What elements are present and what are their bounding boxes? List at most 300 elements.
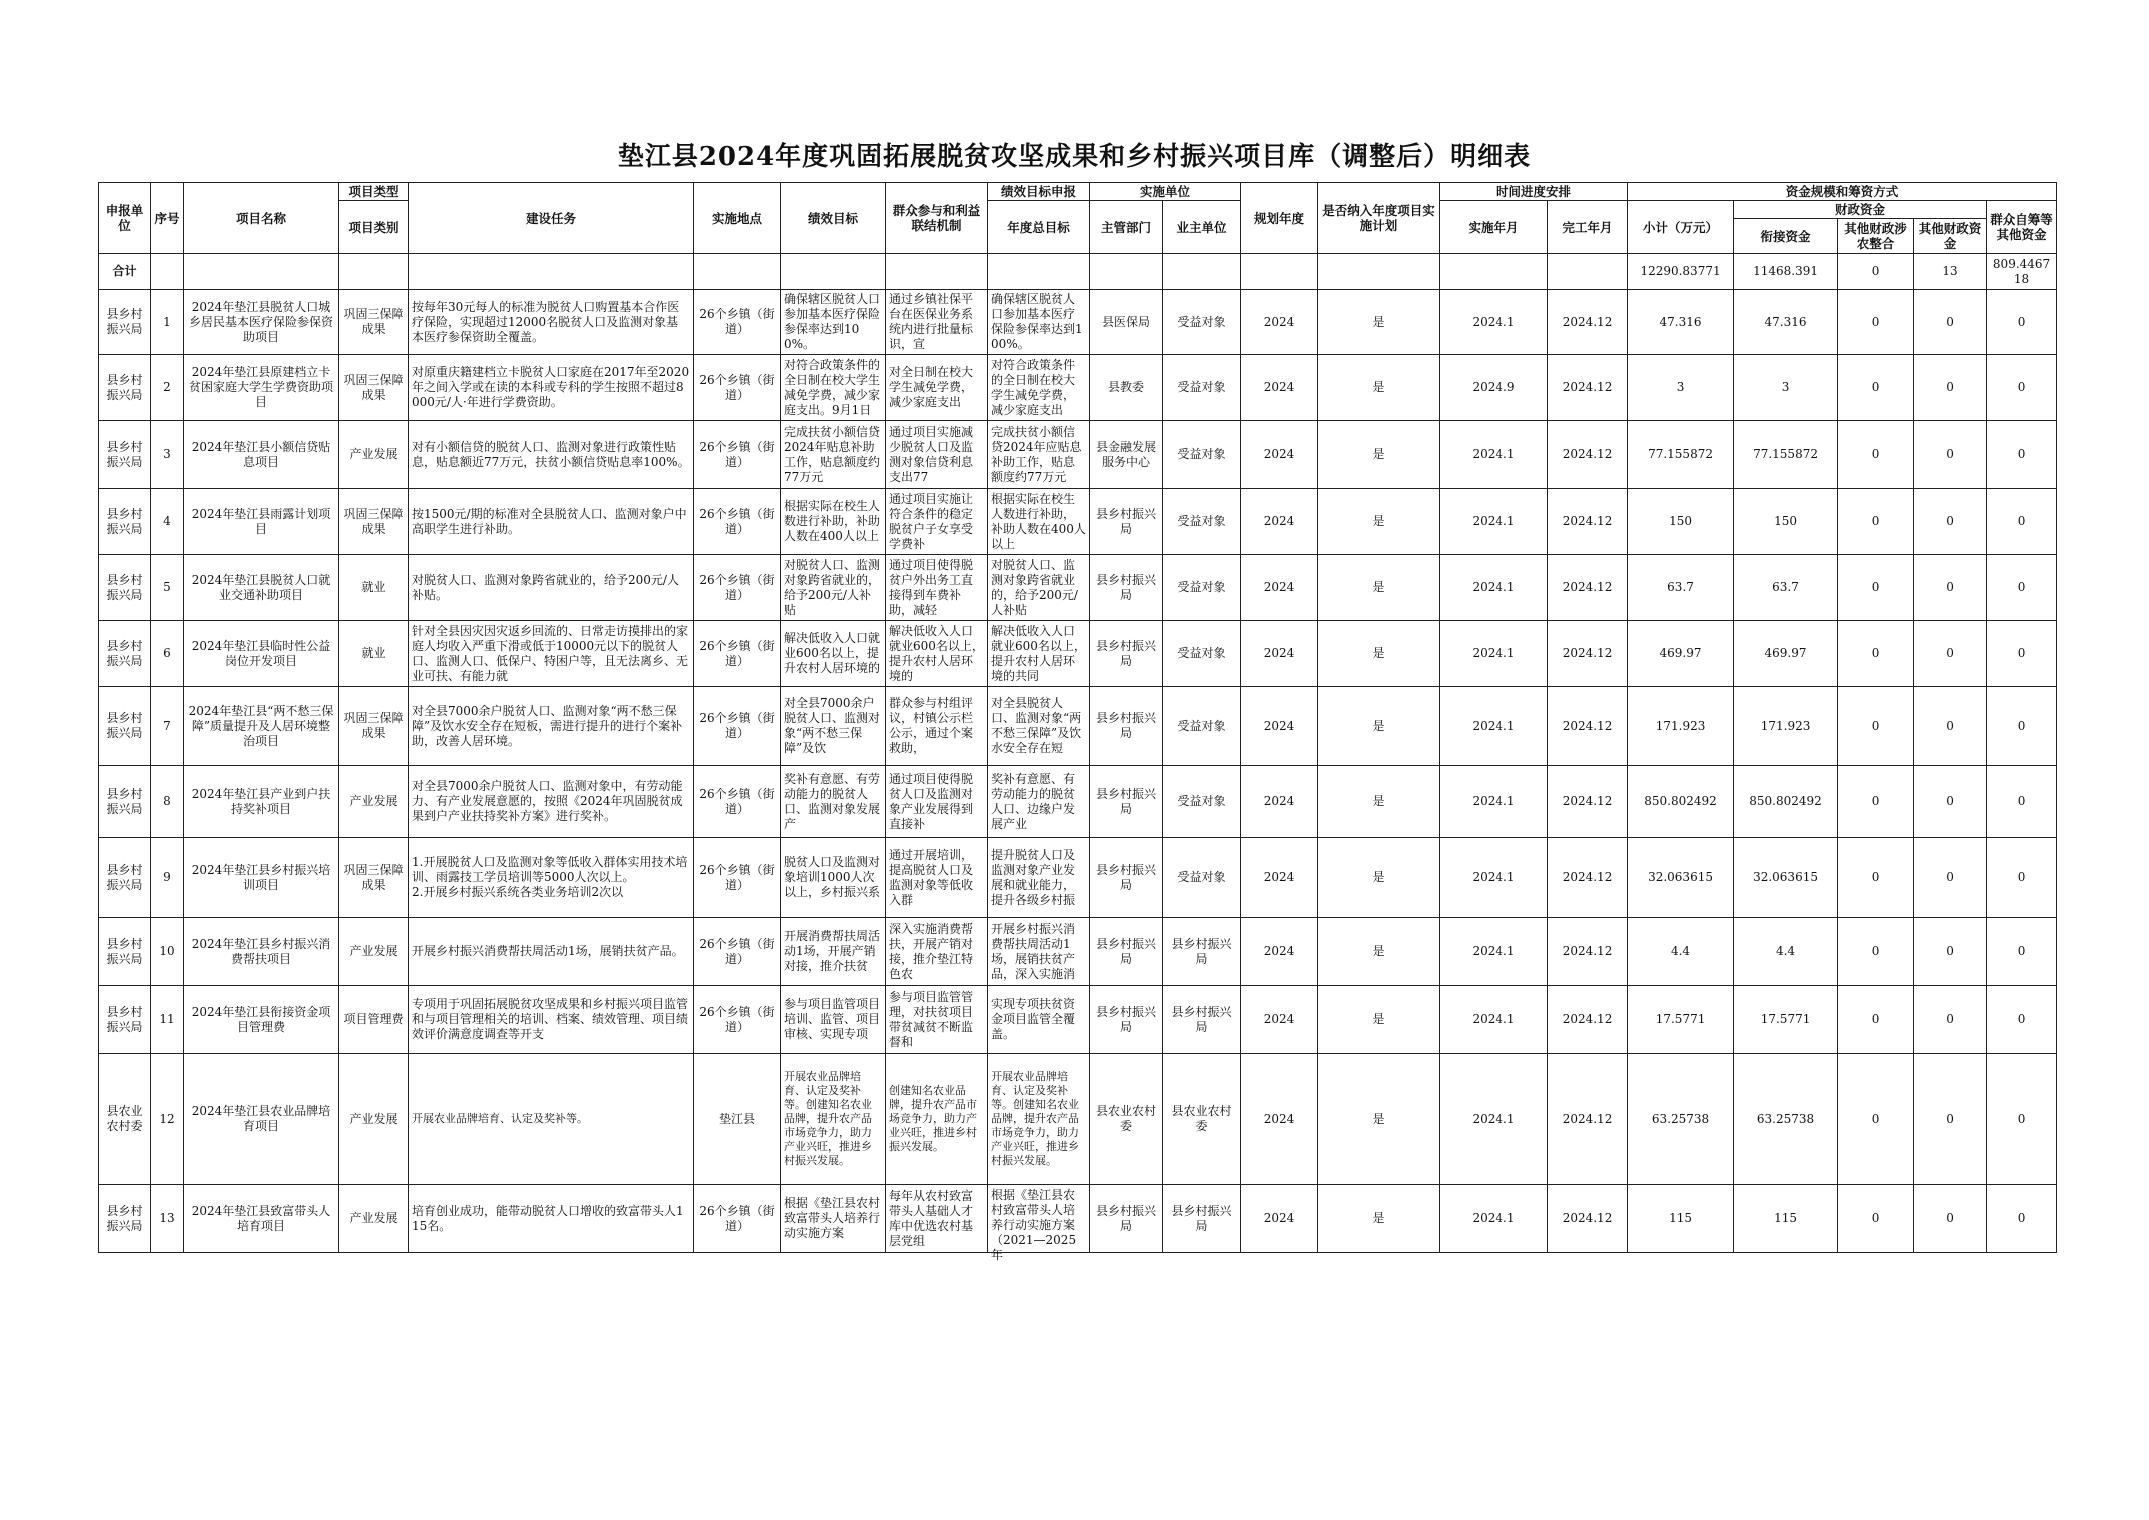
cell-unit: 县乡村振兴局 xyxy=(99,355,151,421)
cell-goal-wrapper xyxy=(781,290,886,355)
header-seq: 序号 xyxy=(151,183,184,254)
cell-year: 2024 xyxy=(1241,489,1318,555)
cell-annual-goal: 奖补有意愿、有劳动能力的脱贫人口、边缘户发展产业 xyxy=(991,771,1076,831)
cell-start: 2024.1 xyxy=(1440,489,1548,555)
table-body xyxy=(99,254,2057,1262)
cell-dept: 县乡村振兴局 xyxy=(1090,687,1163,766)
header-link: 衔接资金 xyxy=(1734,219,1838,254)
cell-seq: 7 xyxy=(151,687,184,766)
cell-mechanism: 创建知名农业品牌，提升农产品市场竞争力，助力产业兴旺，推进乡村振兴发展。 xyxy=(889,1084,977,1153)
table-row xyxy=(99,621,2057,687)
header-type: 项目类别 xyxy=(339,201,409,254)
cell-seq: 10 xyxy=(151,918,184,986)
cell-subtotal: 63.25738 xyxy=(1628,1054,1734,1185)
cell-link: 850.802492 xyxy=(1734,766,1838,838)
cell-plan: 是 xyxy=(1318,687,1440,766)
cell-year: 2024 xyxy=(1241,555,1318,621)
cell-year: 2024 xyxy=(1241,290,1318,355)
cell-goal: 根据《垫江县农村致富带头人培养行动实施方案 xyxy=(784,1196,881,1240)
cell-task-wrapper xyxy=(409,355,694,421)
cell-owner: 受益对象 xyxy=(1163,621,1241,687)
cell-dept: 县乡村振兴局 xyxy=(1090,1185,1163,1253)
cell-task-wrapper xyxy=(409,838,694,918)
cell-goal: 奖补有意愿、有劳动能力的脱贫人口、监测对象发展产 xyxy=(784,771,881,831)
cell-start: 2024.1 xyxy=(1440,621,1548,687)
cell-goal: 对全县7000余户脱贫人口、监测对象“两不愁三保障”及饮 xyxy=(784,696,881,755)
cell-annual-goal: 解决低收入人口就业600名以上，提升农村人居环境的共同 xyxy=(991,623,1086,683)
cell-type: 巩固三保障成果 xyxy=(339,687,409,766)
cell-plan: 是 xyxy=(1318,489,1440,555)
header-name: 项目名称 xyxy=(184,183,339,254)
cell-task-wrapper xyxy=(409,421,694,489)
cell-goal-wrapper xyxy=(781,1054,886,1185)
cell-name: 2024年垫江县小额信贷贴息项目 xyxy=(184,421,339,489)
cell-seq: 6 xyxy=(151,621,184,687)
cell-goal-wrapper xyxy=(781,489,886,555)
cell-type: 巩固三保障成果 xyxy=(339,290,409,355)
cell-year: 2024 xyxy=(1241,986,1318,1054)
cell-goal-wrapper xyxy=(781,986,886,1054)
cell-other-fiscal: 0 xyxy=(1914,838,1987,918)
cell-other-agri: 0 xyxy=(1838,489,1914,555)
cell-self: 0 xyxy=(1987,1185,2057,1253)
cell-location: 26个乡镇（街道） xyxy=(694,489,781,555)
cell-owner: 受益对象 xyxy=(1163,421,1241,489)
cell-goal: 对脱贫人口、监测对象跨省就业的，给予200元/人补贴 xyxy=(784,557,881,617)
cell-end: 2024.12 xyxy=(1548,355,1628,421)
table-row xyxy=(99,838,2057,918)
cell-goal: 根据实际在校生人数进行补助，补助人数在400人以上 xyxy=(784,499,881,543)
cell-mechanism-wrapper xyxy=(886,838,988,918)
cell-self: 0 xyxy=(1987,918,2057,986)
cell-plan: 是 xyxy=(1318,290,1440,355)
cell-annual-goal-wrapper xyxy=(988,687,1090,766)
cell-seq: 5 xyxy=(151,555,184,621)
cell-task-wrapper xyxy=(409,986,694,1054)
cell-name: 2024年垫江县脱贫人口就业交通补助项目 xyxy=(184,555,339,621)
cell-other-fiscal: 0 xyxy=(1914,621,1987,687)
cell-type: 就业 xyxy=(339,555,409,621)
cell-other-agri: 0 xyxy=(1838,1054,1914,1185)
cell-end: 2024.12 xyxy=(1548,1185,1628,1253)
cell-task: 按1500元/期的标准对全县脱贫人口、监测对象户中高职学生进行补助。 xyxy=(412,506,687,536)
cell-location: 26个乡镇（街道） xyxy=(694,421,781,489)
cell-task: 对原重庆籍建档立卡脱贫人口家庭在2017年至2020年之间入学或在读的本科或专科的学生按照不超过8000元/人·年进行学费资助。 xyxy=(412,365,690,409)
header-fund-group: 资金规模和筹资方式 xyxy=(1628,183,2057,201)
cell-start: 2024.1 xyxy=(1440,838,1548,918)
cell-unit: 县乡村振兴局 xyxy=(99,986,151,1054)
header-subtotal: 小计（万元） xyxy=(1628,201,1734,254)
cell-link: 77.155872 xyxy=(1734,421,1838,489)
cell-goal-wrapper xyxy=(781,838,886,918)
table-row xyxy=(99,918,2057,986)
cell-self: 0 xyxy=(1987,489,2057,555)
cell-plan: 是 xyxy=(1318,555,1440,621)
cell-location: 26个乡镇（街道） xyxy=(694,1185,781,1253)
table-row xyxy=(99,421,2057,489)
cell-dept: 县农业农村委 xyxy=(1090,1054,1163,1185)
cell-plan: 是 xyxy=(1318,1185,1440,1253)
cell-owner: 县乡村振兴局 xyxy=(1163,918,1241,986)
cell-annual-goal-wrapper xyxy=(988,838,1090,918)
cell-dept: 县乡村振兴局 xyxy=(1090,986,1163,1054)
cell-annual-goal: 对脱贫人口、监测对象跨省就业的，给予200元/人补贴 xyxy=(991,557,1078,617)
cell-name: 2024年垫江县衔接资金项目管理费 xyxy=(184,986,339,1054)
cell-task-wrapper xyxy=(409,918,694,986)
cell-mechanism-wrapper xyxy=(886,918,988,986)
cell-mechanism: 深入实施消费帮扶，开展产销对接，推介垫江特色农 xyxy=(889,921,974,981)
cell-name: 2024年垫江县“两不愁三保障”质量提升及人居环境整治项目 xyxy=(184,687,339,766)
cell-goal: 开展农业品牌培育、认定及奖补等。创建知名农业品牌，提升农产品市场竞争力，助力产业兴旺，推进乡村振兴发展。 xyxy=(784,1070,872,1167)
cell-start: 2024.1 xyxy=(1440,1185,1548,1253)
cell-plan: 是 xyxy=(1318,918,1440,986)
cell-annual-goal-wrapper xyxy=(988,1185,1090,1262)
cell-annual-goal: 开展乡村振兴消费帮扶周活动1场，展销扶贫产品，深入实施消 xyxy=(991,921,1076,981)
cell-task: 对有小额信贷的脱贫人口、监测对象进行政策性贴息，贴息额近77万元，扶贫小额信贷贴息率100%。 xyxy=(412,439,690,469)
cell-goal: 完成扶贫小额信贷2024年贴息补助工作，贴息额度约77万元 xyxy=(784,424,881,484)
cell-other-fiscal: 0 xyxy=(1914,421,1987,489)
cell-other-agri: 0 xyxy=(1838,621,1914,687)
cell-subtotal: 32.063615 xyxy=(1628,838,1734,918)
cell-name: 2024年垫江县原建档立卡贫困家庭大学生学费资助项目 xyxy=(184,355,339,421)
cell-self: 0 xyxy=(1987,355,2057,421)
cell-subtotal: 63.7 xyxy=(1628,555,1734,621)
cell-subtotal: 3 xyxy=(1628,355,1734,421)
cell-goal-wrapper xyxy=(781,621,886,687)
cell-annual-goal: 确保辖区脱贫人口参加基本医疗保险参保率达到100%。 xyxy=(991,292,1083,351)
cell-start: 2024.1 xyxy=(1440,555,1548,621)
cell-task-wrapper xyxy=(409,290,694,355)
cell-end: 2024.12 xyxy=(1548,687,1628,766)
cell-task: 专项用于巩固拓展脱贫攻坚成果和乡村振兴项目监管和与项目管理相关的培训、档案、绩效管理、项目绩效评价满意度调查等开支 xyxy=(412,997,689,1041)
cell-dept: 县医保局 xyxy=(1090,290,1163,355)
cell-mechanism-wrapper xyxy=(886,489,988,555)
cell-mechanism: 每年从农村致富带头人基础人才库中优选农村基层党组 xyxy=(889,1188,974,1248)
cell-dept: 县乡村振兴局 xyxy=(1090,489,1163,555)
cell-end: 2024.12 xyxy=(1548,766,1628,838)
cell-other-fiscal: 0 xyxy=(1914,1054,1987,1185)
cell-unit: 县乡村振兴局 xyxy=(99,621,151,687)
cell-dept: 县金融发展服务中心 xyxy=(1090,421,1163,489)
cell-year: 2024 xyxy=(1241,1054,1318,1185)
cell-type: 就业 xyxy=(339,621,409,687)
cell-self: 0 xyxy=(1987,986,2057,1054)
cell-link: 63.25738 xyxy=(1734,1054,1838,1185)
cell-owner: 受益对象 xyxy=(1163,489,1241,555)
cell-year: 2024 xyxy=(1241,1185,1318,1253)
cell-name: 2024年垫江县农业品牌培育项目 xyxy=(184,1054,339,1185)
header-other-fiscal: 其他财政资金 xyxy=(1914,219,1987,254)
cell-end: 2024.12 xyxy=(1548,421,1628,489)
cell-task-wrapper xyxy=(409,1054,694,1185)
cell-mechanism: 通过开展培训，提高脱贫人口及监测对象等低收入群 xyxy=(889,847,974,907)
cell-unit: 县乡村振兴局 xyxy=(99,1185,151,1253)
cell-location: 26个乡镇（街道） xyxy=(694,986,781,1054)
cell-link: 115 xyxy=(1734,1185,1838,1253)
cell-dept: 县教委 xyxy=(1090,355,1163,421)
table-row xyxy=(99,355,2057,421)
cell-seq: 13 xyxy=(151,1185,184,1253)
cell-mechanism: 解决低收入人口就业600名以上，提升农村人居环境的 xyxy=(889,623,984,683)
cell-end: 2024.12 xyxy=(1548,555,1628,621)
cell-unit: 县农业农村委 xyxy=(99,1054,151,1185)
cell-location: 26个乡镇（街道） xyxy=(694,766,781,838)
cell-year: 2024 xyxy=(1241,687,1318,766)
cell-annual-goal: 根据《垫江县农村致富带头人培养行动实施方案（2021—2025年 xyxy=(991,1187,1077,1262)
cell-type: 巩固三保障成果 xyxy=(339,489,409,555)
cell-subtotal: 77.155872 xyxy=(1628,421,1734,489)
cell-other-agri: 0 xyxy=(1838,1185,1914,1253)
cell-goal-wrapper xyxy=(781,918,886,986)
cell-dept: 县乡村振兴局 xyxy=(1090,918,1163,986)
cell-task-wrapper xyxy=(409,766,694,838)
cell-seq: 2 xyxy=(151,355,184,421)
cell-task: 培育创业成功，能带动脱贫人口增收的致富带头人115名。 xyxy=(412,1203,684,1233)
cell-other-agri: 0 xyxy=(1838,555,1914,621)
header-self: 群众自筹等其他资金 xyxy=(1987,201,2057,254)
cell-seq: 8 xyxy=(151,766,184,838)
cell-other-agri: 0 xyxy=(1838,838,1914,918)
total-subtotal: 12290.83771 xyxy=(1628,254,1734,290)
table-row xyxy=(99,555,2057,621)
cell-unit: 县乡村振兴局 xyxy=(99,290,151,355)
cell-annual-goal-wrapper xyxy=(988,421,1090,489)
cell-year: 2024 xyxy=(1241,766,1318,838)
cell-type: 产业发展 xyxy=(339,421,409,489)
cell-dept: 县乡村振兴局 xyxy=(1090,838,1163,918)
cell-name: 2024年垫江县乡村振兴培训项目 xyxy=(184,838,339,918)
cell-task-wrapper xyxy=(409,1185,694,1253)
header-task: 建设任务 xyxy=(409,183,694,254)
cell-start: 2024.1 xyxy=(1440,290,1548,355)
cell-end: 2024.12 xyxy=(1548,621,1628,687)
cell-end: 2024.12 xyxy=(1548,918,1628,986)
cell-task: 按每年30元每人的标准为脱贫人口购置基本合作医疗保险，实现超过12000名脱贫人口及监测对象基本医疗参保资助全覆盖。 xyxy=(412,299,680,344)
header-end: 完工年月 xyxy=(1548,201,1628,254)
cell-self: 0 xyxy=(1987,1054,2057,1185)
cell-end: 2024.12 xyxy=(1548,290,1628,355)
cell-link: 171.923 xyxy=(1734,687,1838,766)
cell-other-fiscal: 0 xyxy=(1914,986,1987,1054)
cell-annual-goal-wrapper xyxy=(988,555,1090,621)
cell-other-agri: 0 xyxy=(1838,421,1914,489)
cell-seq: 3 xyxy=(151,421,184,489)
cell-mechanism-wrapper xyxy=(886,621,988,687)
cell-type: 巩固三保障成果 xyxy=(339,838,409,918)
cell-annual-goal: 开展农业品牌培育、认定及奖补等。创建知名农业品牌，提升农产品市场竞争力，助力产业兴旺，推进乡村振兴发展。 xyxy=(991,1070,1079,1167)
cell-unit: 县乡村振兴局 xyxy=(99,918,151,986)
total-label: 合计 xyxy=(99,254,151,290)
cell-plan: 是 xyxy=(1318,355,1440,421)
cell-link: 47.316 xyxy=(1734,290,1838,355)
cell-unit: 县乡村振兴局 xyxy=(99,838,151,918)
cell-annual-goal-wrapper xyxy=(988,355,1090,421)
cell-dept: 县乡村振兴局 xyxy=(1090,621,1163,687)
cell-end: 2024.12 xyxy=(1548,986,1628,1054)
cell-other-agri: 0 xyxy=(1838,355,1914,421)
cell-unit: 县乡村振兴局 xyxy=(99,489,151,555)
cell-start: 2024.1 xyxy=(1440,421,1548,489)
cell-mechanism-wrapper xyxy=(886,290,988,355)
cell-link: 63.7 xyxy=(1734,555,1838,621)
cell-other-fiscal: 0 xyxy=(1914,555,1987,621)
cell-mechanism-wrapper xyxy=(886,555,988,621)
cell-start: 2024.1 xyxy=(1440,766,1548,838)
cell-annual-goal: 实现专项扶贫资金项目监管全覆盖。 xyxy=(991,997,1076,1041)
cell-link: 32.063615 xyxy=(1734,838,1838,918)
header-impl-group: 实施单位 xyxy=(1090,183,1241,201)
cell-owner: 受益对象 xyxy=(1163,355,1241,421)
cell-name: 2024年垫江县临时性公益岗位开发项目 xyxy=(184,621,339,687)
cell-task: 针对全县因灾因灾返乡回流的、日常走访摸排出的家庭人均收入严重下滑或低于10000元以下的脱贫人口、监测人口、低保户、特困户等，且无法离乡、无业可扶、有能力就 xyxy=(412,623,689,683)
cell-start: 2024.1 xyxy=(1440,687,1548,766)
cell-goal: 解决低收入人口就业600名以上，提升农村人居环境的 xyxy=(784,631,881,675)
cell-subtotal: 850.802492 xyxy=(1628,766,1734,838)
cell-other-fiscal: 0 xyxy=(1914,918,1987,986)
cell-owner: 县农业农村委 xyxy=(1163,1054,1241,1185)
cell-other-fiscal: 0 xyxy=(1914,766,1987,838)
cell-year: 2024 xyxy=(1241,421,1318,489)
cell-year: 2024 xyxy=(1241,918,1318,986)
cell-task: 对全县7000余户脱贫人口、监测对象“两不愁三保障”及饮水安全存在短板，需进行提升的进行个案补助，改善人居环境。 xyxy=(412,703,683,748)
total-self: 809.446718 xyxy=(1987,254,2057,290)
cell-name: 2024年垫江县致富带头人培育项目 xyxy=(184,1185,339,1253)
cell-mechanism-wrapper xyxy=(886,986,988,1054)
cell-task: 对全县7000余户脱贫人口、监测对象中，有劳动能力、有产业发展意愿的，按照《2024年巩固脱贫成果到户产业扶持奖补方案》进行奖补。 xyxy=(412,779,683,823)
cell-self: 0 xyxy=(1987,555,2057,621)
cell-location: 垫江县 xyxy=(694,1054,781,1185)
cell-seq: 11 xyxy=(151,986,184,1054)
cell-seq: 12 xyxy=(151,1054,184,1185)
cell-annual-goal: 对全县脱贫人口、监测对象“两不愁三保障”及饮水安全存在短 xyxy=(991,696,1082,755)
cell-self: 0 xyxy=(1987,421,2057,489)
cell-subtotal: 47.316 xyxy=(1628,290,1734,355)
cell-task: 对脱贫人口、监测对象跨省就业的，给予200元/人补贴。 xyxy=(412,572,679,602)
cell-name: 2024年垫江县乡村振兴消费帮扶项目 xyxy=(184,918,339,986)
cell-name: 2024年垫江县产业到户扶持奖补项目 xyxy=(184,766,339,838)
cell-goal: 参与项目监管项目培训、监管、项目审核、实现专项 xyxy=(784,997,881,1041)
cell-other-fiscal: 0 xyxy=(1914,355,1987,421)
cell-self: 0 xyxy=(1987,290,2057,355)
header-year: 规划年度 xyxy=(1241,183,1318,254)
cell-goal-wrapper xyxy=(781,421,886,489)
header-owner: 业主单位 xyxy=(1163,201,1241,254)
cell-link: 17.5771 xyxy=(1734,986,1838,1054)
cell-mechanism: 参与项目监管管理，对扶贫项目带贫减贫不断监督和 xyxy=(889,989,974,1049)
cell-task: 1.开展脱贫人口及监测对象等低收入群体实用技术培训、雨露技工学员培训等5000人次以上。 2.开展乡村振兴系统各类业务培训2次以 xyxy=(412,855,688,899)
table-row xyxy=(99,1054,2057,1185)
cell-annual-goal-wrapper xyxy=(988,290,1090,355)
table-row xyxy=(99,766,2057,838)
cell-self: 0 xyxy=(1987,621,2057,687)
cell-owner: 受益对象 xyxy=(1163,766,1241,838)
cell-unit: 县乡村振兴局 xyxy=(99,555,151,621)
cell-mechanism-wrapper xyxy=(886,421,988,489)
cell-subtotal: 469.97 xyxy=(1628,621,1734,687)
cell-self: 0 xyxy=(1987,838,2057,918)
cell-goal: 脱贫人口及监测对象培训1000人次以上，乡村振兴系 xyxy=(784,855,881,899)
cell-link: 4.4 xyxy=(1734,918,1838,986)
cell-plan: 是 xyxy=(1318,766,1440,838)
cell-location: 26个乡镇（街道） xyxy=(694,687,781,766)
cell-self: 0 xyxy=(1987,766,2057,838)
header-plan: 是否纳入年度项目实施计划 xyxy=(1318,183,1440,254)
cell-plan: 是 xyxy=(1318,421,1440,489)
cell-location: 26个乡镇（街道） xyxy=(694,355,781,421)
cell-year: 2024 xyxy=(1241,355,1318,421)
header-location: 实施地点 xyxy=(694,183,781,254)
cell-plan: 是 xyxy=(1318,986,1440,1054)
cell-year: 2024 xyxy=(1241,838,1318,918)
header-mechanism: 群众参与和利益联结机制 xyxy=(886,183,988,254)
cell-mechanism-wrapper xyxy=(886,1185,988,1253)
cell-seq: 4 xyxy=(151,489,184,555)
cell-plan: 是 xyxy=(1318,1054,1440,1185)
cell-mechanism: 通过项目实施让符合条件的稳定脱贫户子女享受学费补 xyxy=(889,491,974,551)
cell-link: 150 xyxy=(1734,489,1838,555)
cell-mechanism: 通过项目使得脱贫人口及监测对象产业发展得到直接补 xyxy=(889,771,974,831)
table-row xyxy=(99,290,2057,355)
cell-mechanism: 通过项目使得脱贫户外出务工直接得到车费补助，减轻 xyxy=(889,557,974,617)
cell-other-fiscal: 0 xyxy=(1914,687,1987,766)
cell-other-agri: 0 xyxy=(1838,918,1914,986)
cell-other-agri: 0 xyxy=(1838,290,1914,355)
cell-name: 2024年垫江县雨露计划项目 xyxy=(184,489,339,555)
page-title: 垫江县2024年度巩固拓展脱贫攻坚成果和乡村振兴项目库（调整后）明细表 xyxy=(617,142,1532,172)
cell-owner: 受益对象 xyxy=(1163,555,1241,621)
cell-annual-goal-wrapper xyxy=(988,489,1090,555)
cell-other-agri: 0 xyxy=(1838,986,1914,1054)
cell-task: 开展农业品牌培育、认定及奖补等。 xyxy=(412,1112,588,1125)
cell-annual-goal: 提升脱贫人口及监测对象产业发展和就业能力，提升各级乡村振 xyxy=(991,847,1076,907)
cell-task: 开展乡村振兴消费帮扶周活动1场，展销扶贫产品。 xyxy=(412,944,684,958)
cell-task-wrapper xyxy=(409,687,694,766)
cell-other-agri: 0 xyxy=(1838,687,1914,766)
cell-type: 巩固三保障成果 xyxy=(339,355,409,421)
cell-location: 26个乡镇（街道） xyxy=(694,290,781,355)
cell-type: 项目管理费 xyxy=(339,986,409,1054)
header-time-group: 时间进度安排 xyxy=(1440,183,1628,201)
header-declare-group: 绩效目标申报 xyxy=(988,183,1090,201)
cell-owner: 受益对象 xyxy=(1163,290,1241,355)
cell-location: 26个乡镇（街道） xyxy=(694,918,781,986)
cell-annual-goal-wrapper xyxy=(988,621,1090,687)
cell-goal-wrapper xyxy=(781,766,886,838)
cell-goal-wrapper xyxy=(781,1185,886,1253)
cell-subtotal: 115 xyxy=(1628,1185,1734,1253)
cell-mechanism-wrapper xyxy=(886,355,988,421)
cell-mechanism-wrapper xyxy=(886,766,988,838)
cell-end: 2024.12 xyxy=(1548,1054,1628,1185)
cell-mechanism: 通过项目实施减少脱贫人口及监测对象信贷利息支出77 xyxy=(889,424,974,484)
cell-dept: 县乡村振兴局 xyxy=(1090,555,1163,621)
project-table xyxy=(98,182,2057,1262)
cell-task-wrapper xyxy=(409,621,694,687)
cell-goal: 开展消费帮扶周活动1场，开展产销对接，推介扶贫 xyxy=(784,929,881,973)
cell-other-fiscal: 0 xyxy=(1914,489,1987,555)
cell-year: 2024 xyxy=(1241,621,1318,687)
cell-location: 26个乡镇（街道） xyxy=(694,838,781,918)
cell-plan: 是 xyxy=(1318,838,1440,918)
cell-subtotal: 171.923 xyxy=(1628,687,1734,766)
cell-end: 2024.12 xyxy=(1548,838,1628,918)
cell-type: 产业发展 xyxy=(339,1185,409,1253)
cell-annual-goal-wrapper xyxy=(988,766,1090,838)
cell-type: 产业发展 xyxy=(339,1054,409,1185)
cell-type: 产业发展 xyxy=(339,918,409,986)
cell-owner: 受益对象 xyxy=(1163,838,1241,918)
cell-annual-goal-wrapper xyxy=(988,918,1090,986)
